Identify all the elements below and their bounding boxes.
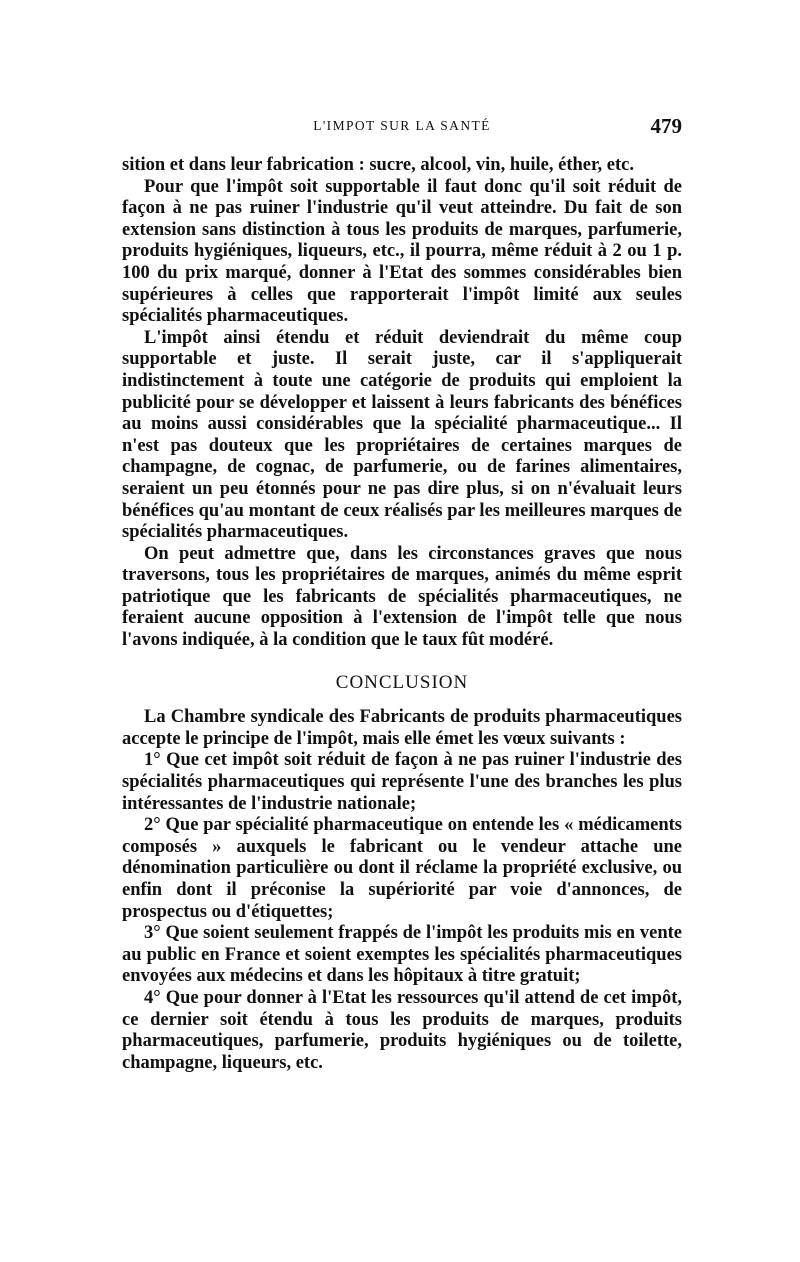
paragraph-circonstances: On peut admettre que, dans les circonstances graves que nous traversons, tous les propriétaires de marques, animés du même esprit patriotique que les fabricants de spécialités pharmaceutiques, ne feraient aucune opposition à l'extension de l'impôt telle que nous l'avons indiquée, à la condition que le taux fût modéré. xyxy=(122,543,682,651)
section-heading-conclusion: CONCLUSION xyxy=(335,671,469,693)
paragraph-impot-supportable: Pour que l'impôt soit supportable il faut donc qu'il soit réduit de façon à ne pas ruiner l'industrie qu'il veut atteindre. Du fait de son extension sans distinction à tous les produits de marques, parfumerie, produits hygiéniques, liqueurs, etc., il pourra, même réduit à 2 ou 1 p. 100 du prix marqué, donner à l'Etat des sommes considérables bien supérieures à celles que rapporterait l'impôt limité aux seules spécialités pharmaceutiques. xyxy=(122,176,682,327)
wish-item-3: 3° Que soient seulement frappés de l'impôt les produits mis en vente au public en France et soient exemptes les spécialités pharmaceutiques envoyées aux médecins et dans les hôpitaux à titre gratuit; xyxy=(122,923,682,987)
paragraph-impot-etendu: L'impôt ainsi étendu et réduit deviendrait du même coup supportable et juste. Il serait juste, car il s'appliquerait indistinctement à toute une catégorie de produits qui emploient la publicité pour se développer et laissent à leurs fabricants des bénéfices au moins aussi considérables que la spécialité pharmaceutique... Il n'est pas douteux que les propriétaires de certaines marques de champagne, de cognac, de parfumerie, ou de farines alimentaires, seraient un peu étonnés pour ne pas dire plus, si on n'évaluait leurs bénéfices qu'au montant de ceux réalisés par les meilleures marques de spécialités pharmaceutiques. xyxy=(122,327,682,543)
paragraph-chambre-syndicale: La Chambre syndicale des Fabricants de produits pharmaceutiques accepte le principe de l'impôt, mais elle émet les vœux suivants : xyxy=(122,707,682,749)
wish-item-1: 1° Que cet impôt soit réduit de façon à ne pas ruiner l'industrie des spécialités pharmaceutiques qui représente l'une des branches les plus intéressantes de l'industrie nationale; xyxy=(122,750,682,814)
page-number: 479 xyxy=(650,114,682,138)
wish-item-4: 4° Que pour donner à l'Etat les ressources qu'il attend de cet impôt, ce dernier soit étendu à tous les produits de marques, produits pharmaceutiques, parfumerie, produits hygiéniques ou de toilette, champagne, liqueurs, etc. xyxy=(122,987,682,1073)
body-text xyxy=(122,155,682,1074)
paragraph-continuation: sition et dans leur fabrication : sucre, alcool, vin, huile, éther, etc. xyxy=(122,155,634,175)
running-head xyxy=(122,116,682,140)
wish-item-2: 2° Que par spécialité pharmaceutique on entende les « médicaments composés » auxquels le fabricant ou le vendeur attache une dénomination particulière ou dont il réclame la propriété exclusive, ou enfin dont il préconise la supériorité par voie d'annonces, de prospectus ou d'étiquettes; xyxy=(122,815,682,922)
running-title: L'IMPOT SUR LA SANTÉ xyxy=(313,118,491,133)
